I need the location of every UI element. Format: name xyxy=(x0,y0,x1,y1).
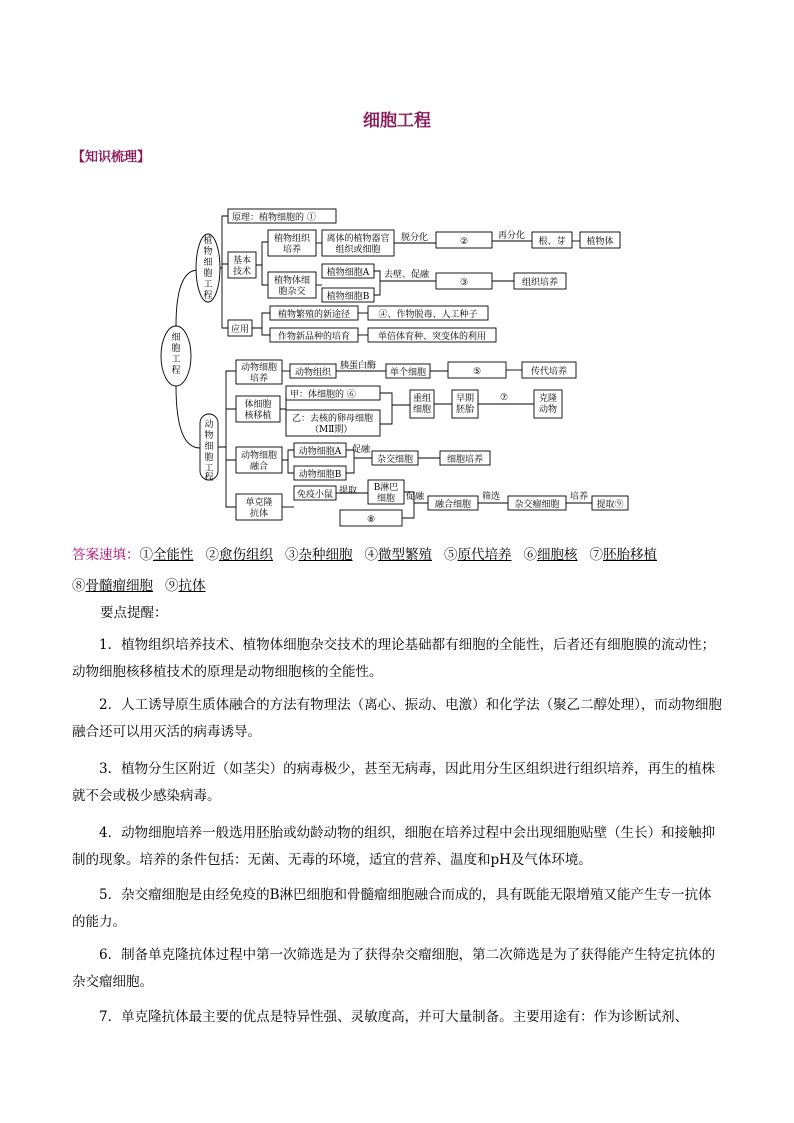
svg-text:重组细胞: 重组细胞 xyxy=(412,394,432,415)
svg-text:离体的植物器官组织或细胞: 离体的植物器官组织或细胞 xyxy=(326,234,390,255)
answer-item: ①全能性 xyxy=(139,547,194,563)
svg-text:动物细胞融合: 动物细胞融合 xyxy=(240,451,278,472)
svg-text:促融: 促融 xyxy=(406,492,425,502)
answer-key xyxy=(72,540,732,602)
svg-text:杂交瘤细胞: 杂交瘤细胞 xyxy=(514,500,560,510)
svg-text:动物细胞A: 动物细胞A xyxy=(298,447,342,457)
answer-item: ③杂种细胞 xyxy=(285,547,353,563)
svg-text:B淋巴细胞: B淋巴细胞 xyxy=(373,483,399,504)
svg-text:胰蛋白酶: 胰蛋白酶 xyxy=(340,361,377,371)
principle: 原理：植物细胞的 ① xyxy=(232,213,316,223)
answer-lead: 答案速填： xyxy=(72,547,140,563)
svg-text:⑤: ⑤ xyxy=(472,367,482,377)
svg-text:单克隆抗体: 单克隆抗体 xyxy=(245,498,273,519)
svg-text:早期胚胎: 早期胚胎 xyxy=(455,394,475,415)
section-tag: 【知识梳理】 xyxy=(72,150,151,165)
svg-text:去壁、促融: 去壁、促融 xyxy=(384,270,430,280)
answer-item: ⑤原代培养 xyxy=(444,547,512,563)
svg-text:组织培养: 组织培养 xyxy=(521,278,559,288)
root-label: 细胞工程 xyxy=(171,333,181,376)
svg-text:筛选: 筛选 xyxy=(482,492,501,502)
svg-text:动物细胞B: 动物细胞B xyxy=(298,470,342,480)
svg-text:动物组织: 动物组织 xyxy=(294,368,332,378)
svg-text:作物新品种的培育: 作物新品种的培育 xyxy=(277,332,351,342)
answer-item: ⑦胚胎移植 xyxy=(589,547,657,563)
point-1: 1．植物组织培养技术、植物体细胞杂交技术的理论基础都有细胞的全能性，后者还有细胞膜的流动性；动物细胞核移植技术的原理是动物细胞核的全能性。 xyxy=(72,637,716,680)
point-3: 3．植物分生区附近（如茎尖）的病毒极少，甚至无病毒，因此用分生区组织进行组织培养，再生的植株就不会或极少感染病毒。 xyxy=(72,761,716,804)
point-2: 2．人工诱导原生质体融合的方法有物理法（离心、振动、电激）和化学法（聚乙二醇处理），而动物细胞融合还可以用灭活的病毒诱导。 xyxy=(72,697,722,740)
point-5: 5．杂交瘤细胞是由经免疫的B淋巴细胞和骨髓瘤细胞融合而成的，具有既能无限增殖又能产生专一抗体的能力。 xyxy=(72,887,712,930)
page-title: 细胞工程 xyxy=(363,111,431,131)
svg-text:⑦: ⑦ xyxy=(499,393,509,403)
svg-text:提取: 提取 xyxy=(339,486,358,496)
svg-text:甲：体细胞的 ⑥: 甲：体细胞的 ⑥ xyxy=(290,390,356,400)
svg-text:单个细胞: 单个细胞 xyxy=(389,368,427,378)
svg-text:⑧: ⑧ xyxy=(366,515,376,525)
svg-text:植物体: 植物体 xyxy=(586,237,614,247)
answer-item: ⑥细胞核 xyxy=(523,547,578,563)
svg-text:再分化: 再分化 xyxy=(498,231,526,241)
svg-text:植物细胞A: 植物细胞A xyxy=(326,268,370,278)
answer-item: ⑧骨髓瘤细胞 xyxy=(72,578,153,594)
answer-item: ④微型繁殖 xyxy=(364,547,432,563)
svg-text:④、作物脱毒、人工种子: ④、作物脱毒、人工种子 xyxy=(378,310,478,320)
svg-text:培养: 培养 xyxy=(570,492,589,502)
svg-text:②: ② xyxy=(459,237,469,247)
svg-text:传代培养: 传代培养 xyxy=(530,367,568,377)
point-4: 4．动物细胞培养一般选用胚胎或幼龄动物的组织，细胞在培养过程中会出现细胞贴壁（生长）和接触抑制的现象。培养的条件包括：无菌、无毒的环境，适宜的营养、温度和pH及气体环境。 xyxy=(72,825,716,868)
svg-text:③: ③ xyxy=(459,278,469,288)
svg-text:应用: 应用 xyxy=(230,325,250,335)
plant-branch-label: 植物细胞工程 xyxy=(203,236,213,301)
answer-item: ②愈伤组织 xyxy=(205,547,273,563)
svg-text:单倍体育种、突变体的利用: 单倍体育种、突变体的利用 xyxy=(377,332,487,342)
svg-text:脱分化: 脱分化 xyxy=(401,233,429,243)
svg-text:提取⑨: 提取⑨ xyxy=(596,500,624,510)
concept-map xyxy=(0,0,794,535)
svg-text:融合细胞: 融合细胞 xyxy=(434,500,472,510)
answer-item: ⑨抗体 xyxy=(165,578,206,594)
svg-text:免疫小鼠: 免疫小鼠 xyxy=(296,490,334,500)
key-points-heading: 要点提醒： xyxy=(100,605,168,621)
svg-text:植物组织培养: 植物组织培养 xyxy=(273,234,311,255)
point-6: 6．制备单克隆抗体过程中第一次筛选是为了获得杂交瘤细胞，第二次筛选是为了获得能产生特定抗体的杂交瘤细胞。 xyxy=(72,947,716,990)
svg-text:克隆动物: 克隆动物 xyxy=(538,394,558,415)
svg-text:促融: 促融 xyxy=(352,445,371,455)
svg-text:杂交细胞: 杂交细胞 xyxy=(376,455,414,465)
svg-text:植物繁殖的新途径: 植物繁殖的新途径 xyxy=(277,310,351,320)
point-7: 7．单克隆抗体最主要的优点是特异性强、灵敏度高，并可大量制备。主要用途有：作为诊断试剂、 xyxy=(99,1009,689,1025)
svg-text:植物细胞B: 植物细胞B xyxy=(326,292,370,302)
svg-text:植物体细胞杂交: 植物体细胞杂交 xyxy=(273,276,311,297)
svg-text:乙：去核的卵母细胞（MⅡ期）: 乙：去核的卵母细胞（MⅡ期） xyxy=(292,414,374,435)
svg-text:基本技术: 基本技术 xyxy=(232,256,252,277)
svg-text:体细胞核移植: 体细胞核移植 xyxy=(244,400,272,421)
svg-text:动物细胞培养: 动物细胞培养 xyxy=(240,363,278,384)
svg-text:细胞培养: 细胞培养 xyxy=(446,455,484,465)
svg-text:根、芽: 根、芽 xyxy=(538,237,566,247)
svg-text:动物细胞工程: 动物细胞工程 xyxy=(204,420,214,483)
